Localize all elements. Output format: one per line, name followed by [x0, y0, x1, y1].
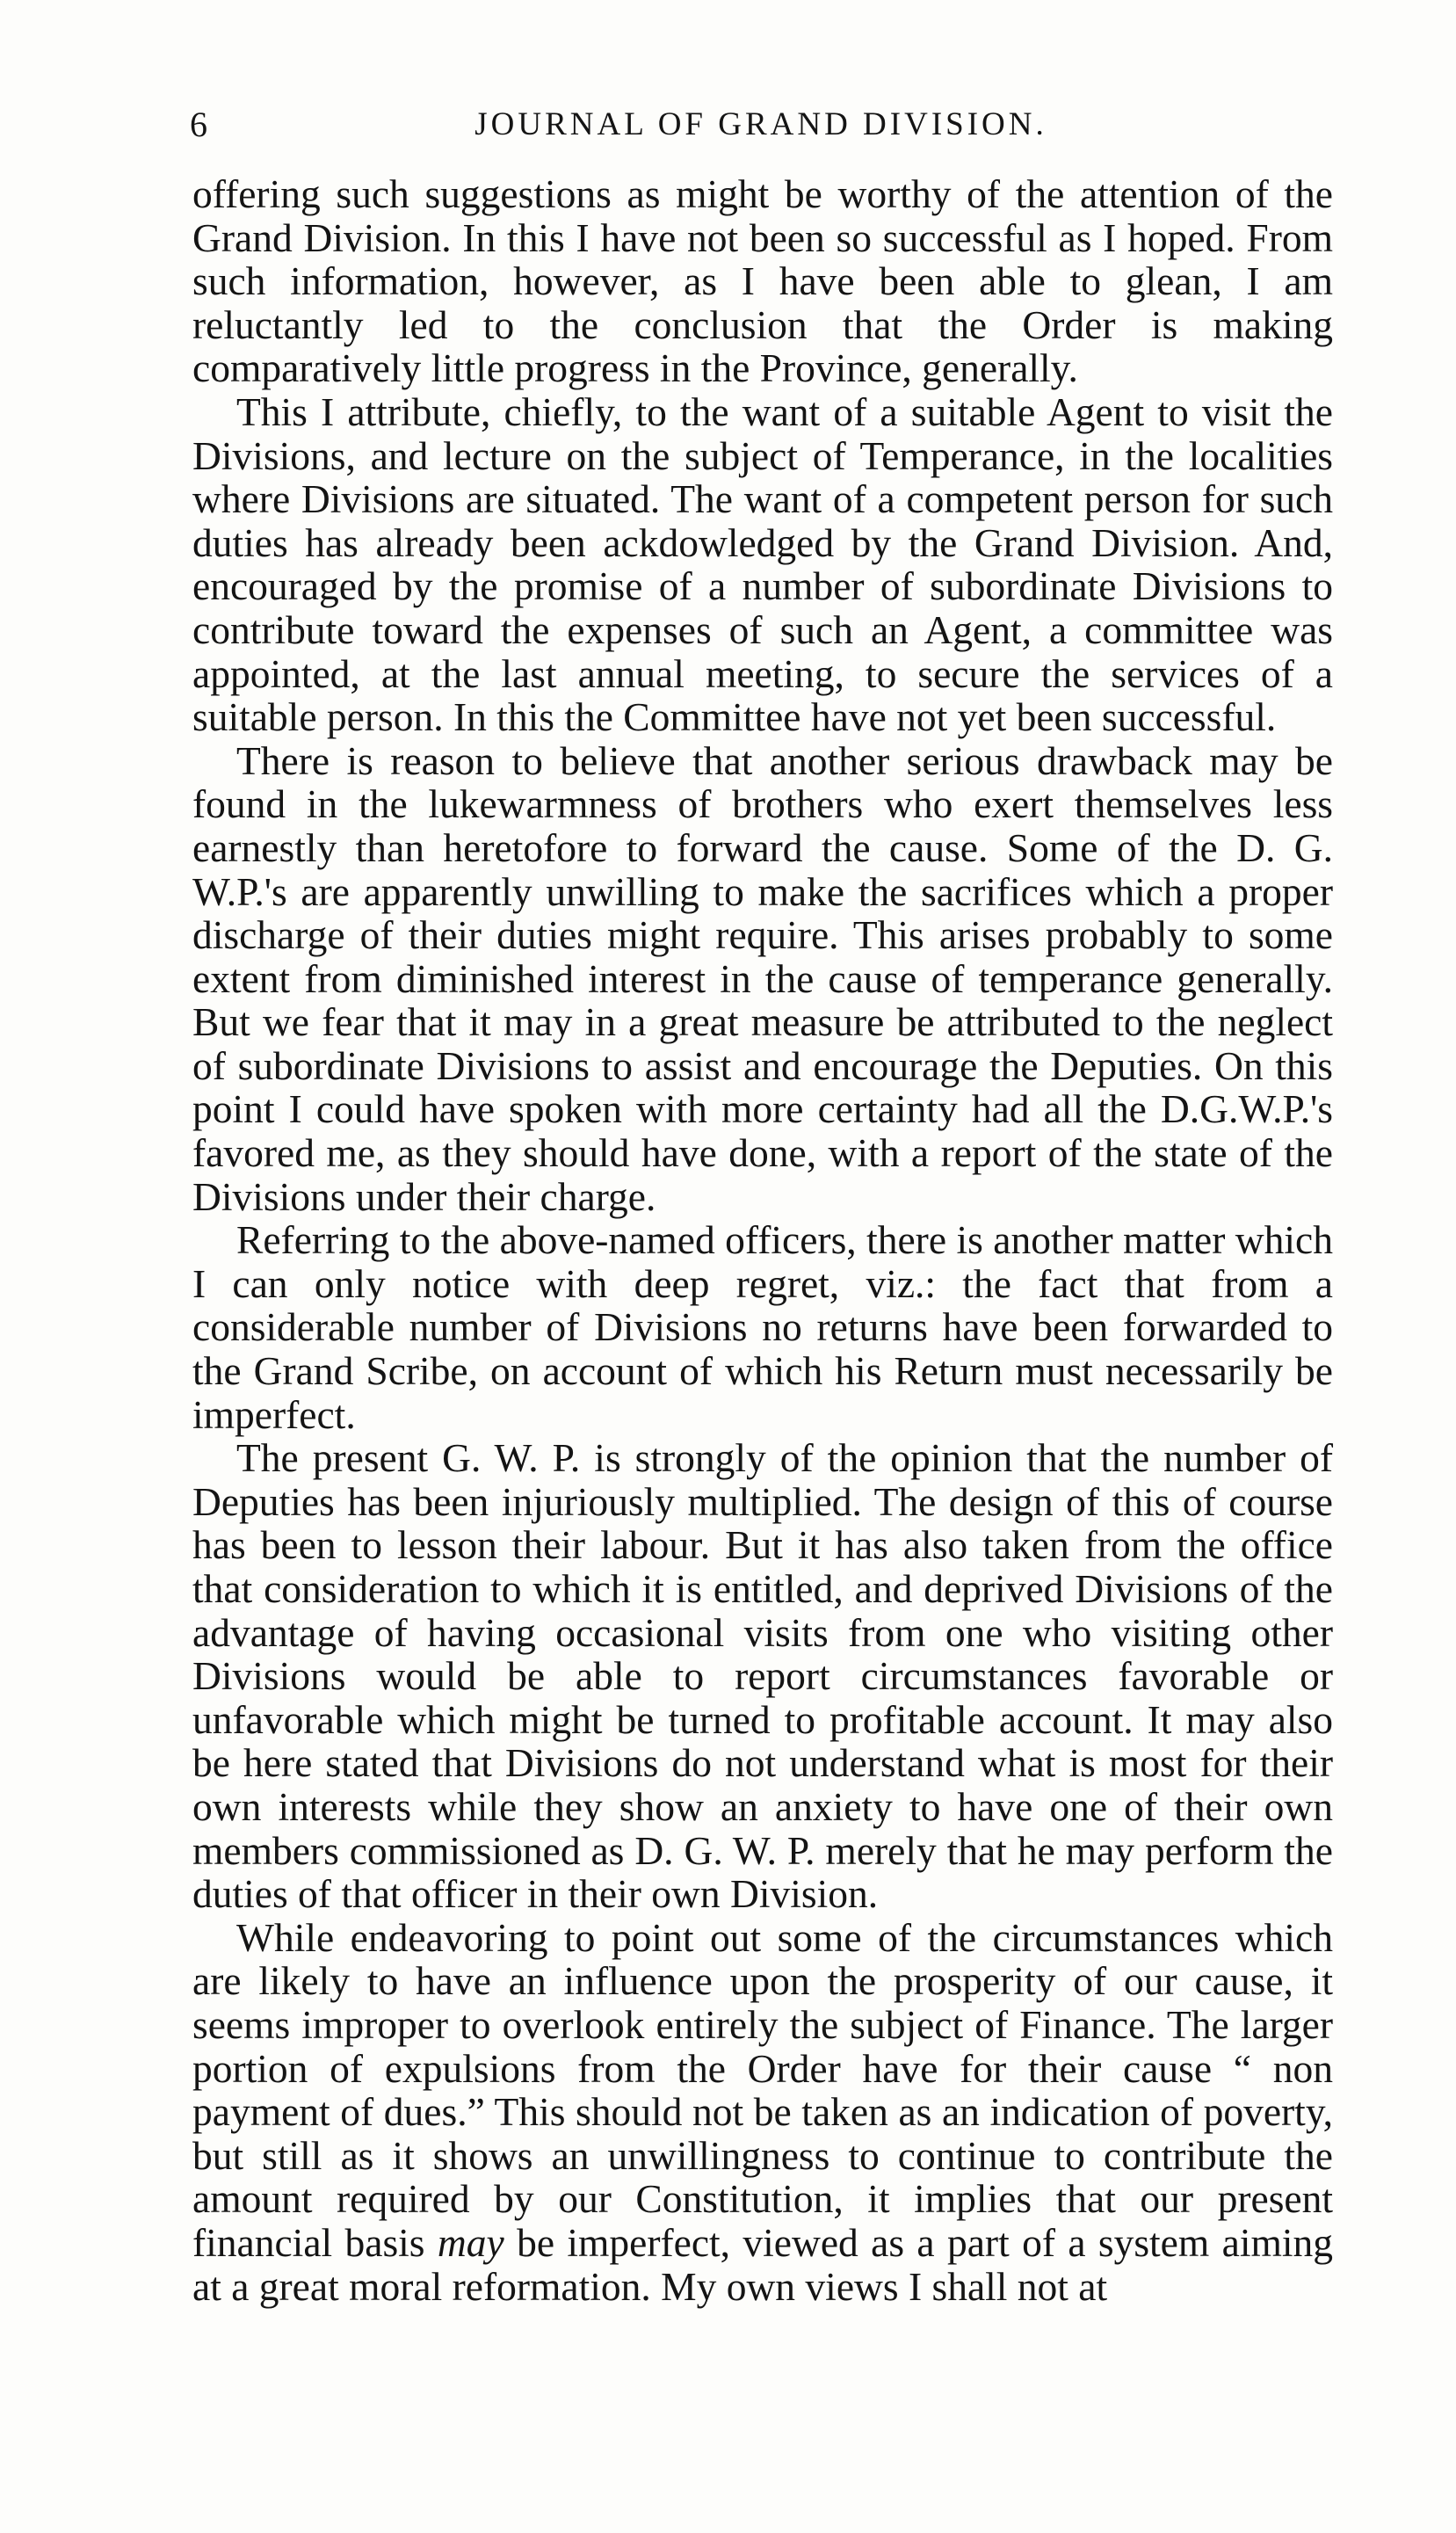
paragraph-deputies: The present G. W. P. is strongly of the opinion that the number of Deputies has been injuriously multiplied. The design of this of course has been to lesson their labour. But it has also taken from the office that consideration to which it is entitled, and deprived Divisions of the advantage of having occasional visits from one who visiting other Divisions would be able to report circumstances favorable or unfavorable which might be turned to profitable account. It may also be here stated that Divisions do not understand what is most for their own interests while they show an anxiety to have one of their own members commissioned as D. G. W. P. merely that he may perform the duties of that officer in their own Division. — [192, 1435, 1333, 1917]
italic-emphasis: may — [437, 2219, 504, 2265]
paragraph-finance — [192, 1916, 1333, 2308]
finance-text-start: While endeavoring to point out some of the circumstances which are likely to have an influence upon the prosperity of our cause, it seems improper to overlook entirely the subject of Finance. The larger portion of expulsions from the Order have for their cause “ non payment of dues.” This should not be taken as an indication of poverty, but still as it shows an unwillingness to continue to contribute the amount required by our Constitution, it implies that our present financial basis — [192, 1914, 1333, 2265]
paragraph-agent: This I attribute, chiefly, to the want of a suitable Agent to visit the Divisions, and lecture on the subject of Temperance, in the localities where Divisions are situated. The want of a competent person for such duties has already been ackdowledged by the Grand Division. And, encouraged by the promise of a number of subordinate Divisions to contribute toward the expenses of such an Agent, a committee was appointed, at the last annual meeting, to secure the services of a suitable person. In this the Committee have not yet been successful. — [192, 388, 1333, 740]
paragraph-continuation: offering such suggestions as might be worthy of the attention of the Grand Division. In this I have not been so successful as I hoped. From such information, however, as I have been able to glean, I am reluctantly led to the conclusion that the Order is making comparatively little progress in the Province, generally. — [192, 171, 1333, 391]
paragraph-returns: Referring to the above-named officers, there is another matter which I can only notice with deep regret, viz.: the fact that from a considerable number of Divisions no returns have been forwarded to the Grand Scribe, on account of which his Return must necessarily be imperfect. — [192, 1217, 1333, 1437]
running-title: JOURNAL OF GRAND DIVISION. — [474, 106, 1047, 142]
body-text — [192, 172, 1333, 2308]
finance-text-end: be imperfect, viewed as a part of a system aiming at a great moral reformation. My own views I shall not at — [192, 2219, 1334, 2309]
page-header — [190, 104, 1332, 156]
paragraph-lukewarmness: There is reason to believe that another serious drawback may be found in the lukewarmness of brothers who exert themselves less earnestly than heretofore to forward the cause. Some of the D. G. W.P.'s are apparently unwilling to make the sacrifices which a proper discharge of their duties might require. This arises probably to some extent from diminished interest in the cause of temperance generally. But we fear that it may in a great measure be attributed to the neglect of subordinate Divisions to assist and encourage the Deputies. On this point I could have spoken with more certainty had all the D.G.W.P.'s favored me, as they should have done, with a report of the state of the Divisions under their charge. — [192, 737, 1333, 1219]
page-number: 6 — [190, 105, 211, 144]
